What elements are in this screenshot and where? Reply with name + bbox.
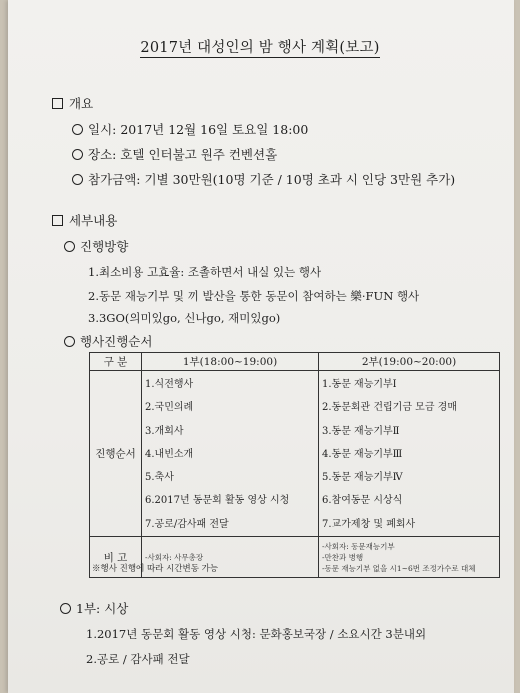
list-item: 3.개회사 [145, 425, 184, 437]
list-item: 5.동문 재능기부Ⅳ [322, 472, 403, 484]
page-title: 2017년 대성인의 밤 행사 계획(보고) [140, 40, 380, 56]
list-item: 2.동문회관 건립기금 모금 경매 [322, 402, 457, 414]
part1-item: 2.공로 / 감사패 전달 [86, 652, 190, 666]
part1-heading: 1부: 시상 [60, 599, 128, 617]
schedule-table [89, 352, 500, 578]
note-part2 [319, 537, 500, 578]
circle-bullet-icon [72, 174, 83, 185]
square-bullet-icon [52, 215, 63, 226]
row-label-note: 비 고 [90, 537, 142, 578]
list-item: 7.교가제창 및 폐회사 [322, 518, 416, 530]
direction-heading: 진행방향 [64, 237, 128, 255]
note-line: -동문 재능기부 없을 시1~6번 조정가수로 대체 [322, 563, 476, 573]
note-part1: -사회자: 사무총장 [142, 537, 319, 578]
circle-bullet-icon [64, 336, 75, 347]
circle-bullet-icon [64, 241, 75, 252]
part2-list [319, 371, 500, 537]
list-item: 4.동문 재능기부Ⅲ [322, 448, 403, 460]
overview-item: 일시: 2017년 12월 16일 토요일 18:00 [72, 120, 308, 138]
list-item: 3.동문 재능기부Ⅱ [322, 425, 400, 437]
header-part1: 1부(18:00~19:00) [142, 353, 319, 371]
direction-item: 1.최소비용 고효율: 조촐하면서 내실 있는 행사 [88, 265, 322, 279]
part1-list [142, 371, 319, 537]
note-line: -만찬과 병행 [322, 552, 364, 562]
details-heading: 세부내용 [52, 211, 117, 229]
list-item: 4.내빈소개 [145, 448, 194, 460]
overview-heading: 개요 [52, 94, 93, 112]
direction-item: 2.동문 재능기부 및 끼 발산을 통한 동문이 참여하는 樂·FUN 행사 [88, 289, 420, 303]
list-item: 2.국민의례 [145, 402, 194, 414]
list-item: 6.2017년 동문회 활동 영상 시청 [145, 495, 290, 507]
note-line: -사회자: 동문재능기부 [322, 541, 395, 551]
header-category: 구 분 [90, 353, 142, 371]
table-header-row [90, 353, 500, 371]
table-row [90, 371, 500, 537]
direction-item: 3.3GO(의미있go, 신나go, 재미있go) [88, 311, 281, 325]
footnote: ※행사 진행에 따라 시간변동 가능 [92, 564, 219, 574]
part1-item: 1.2017년 동문회 활동 영상 시청: 문화홍보국장 / 소요시간 3분내외 [86, 627, 427, 641]
circle-bullet-icon [72, 149, 83, 160]
list-item: 7.공로/감사패 전달 [145, 518, 229, 530]
list-item: 5.축사 [145, 472, 174, 484]
list-item: 6.참여동문 시상식 [322, 495, 403, 507]
row-label-order: 진행순서 [90, 371, 142, 537]
overview-item: 장소: 호텔 인터불고 원주 컨벤션홀 [72, 145, 277, 163]
circle-bullet-icon [60, 603, 71, 614]
header-part2: 2부(19:00~20:00) [319, 353, 500, 371]
list-item: 1.식전행사 [145, 379, 194, 390]
list-item: 1.동문 재능기부Ⅰ [322, 379, 397, 390]
overview-item: 참가금액: 기별 30만원(10명 기준 / 10명 초과 시 인당 3만원 추가) [72, 170, 455, 188]
order-heading: 행사진행순서 [64, 332, 152, 350]
square-bullet-icon [52, 98, 63, 109]
circle-bullet-icon [72, 124, 83, 135]
